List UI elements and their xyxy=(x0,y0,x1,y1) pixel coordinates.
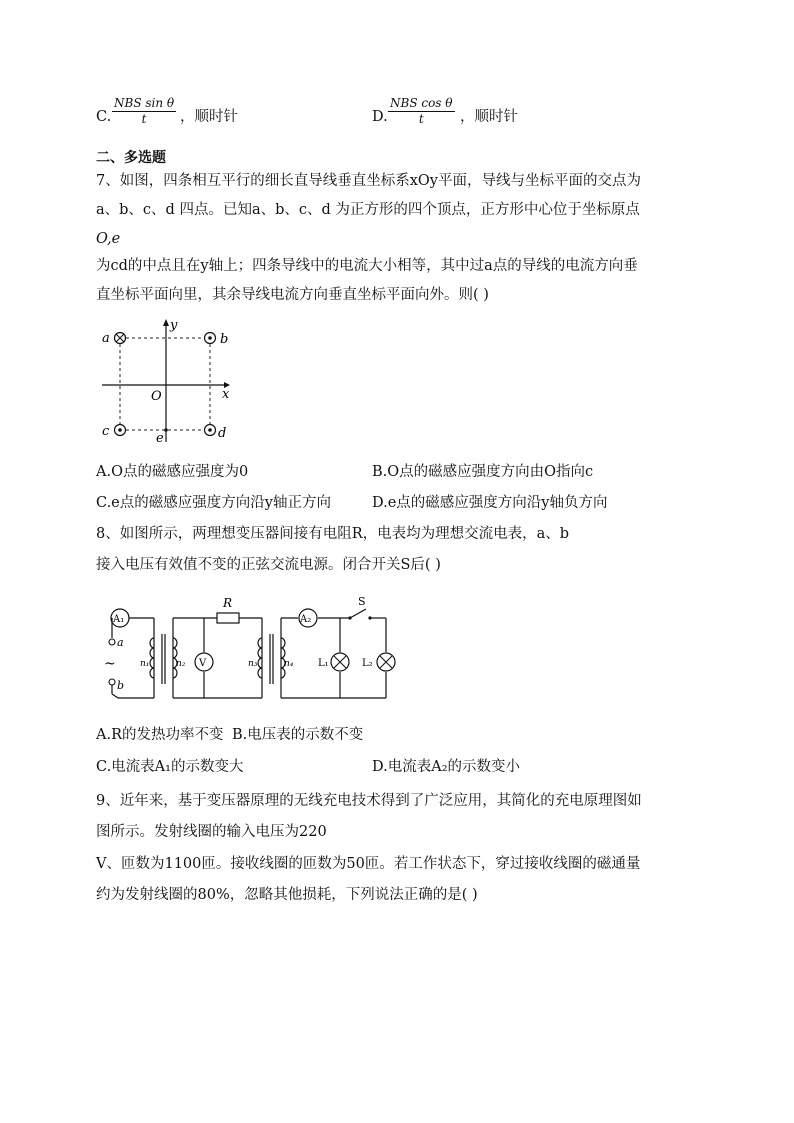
q8-option-b: B.电压表的示数不变 xyxy=(232,727,364,743)
q6-option-d-text: ，顺时针 xyxy=(460,109,518,125)
q9-stem-line3: V、匝数为1100匝。接收线圈的匝数为50匝。若工作状态下，穿过接收线圈的磁通量 xyxy=(96,856,641,872)
label-n4: n₄ xyxy=(284,659,294,669)
q6-option-d-fraction xyxy=(388,96,455,127)
label-r: R xyxy=(223,596,233,610)
y-axis-arrow xyxy=(163,319,169,326)
q6-option-c-fraction xyxy=(112,96,176,127)
label-origin: O xyxy=(151,389,162,404)
q9-stem-line2: 图所示。发射线圈的输入电压为220 xyxy=(96,824,327,840)
label-d: d xyxy=(218,426,227,441)
point-e-dot xyxy=(164,428,168,432)
label-voltmeter: V xyxy=(199,658,207,669)
q8-option-a: A.R的发热功率不变 xyxy=(96,727,224,743)
q7-figure-wire-square xyxy=(96,316,246,448)
q7-stem-line2: a、b、c、d 四点。已知a、b、c、d 为正方形的四个顶点，正方形中心位于坐标原点 xyxy=(96,202,640,218)
resistor-icon xyxy=(217,613,239,623)
q7-stem-line5: 直坐标平面向里，其余导线电流方向垂直坐标平面向外。则( ) xyxy=(96,287,489,303)
lamp-l2-icon xyxy=(377,653,395,671)
label-switch-s: S xyxy=(358,595,366,608)
q6-option-c-label: C. xyxy=(96,109,112,125)
q8-figure-transformer-circuit xyxy=(96,594,396,716)
q8-option-c: C.电流表A₁的示数变大 xyxy=(96,759,244,775)
section-title: 二、多选题 xyxy=(96,150,166,166)
label-y-axis: y xyxy=(170,318,178,333)
label-c: c xyxy=(102,424,110,439)
label-x-axis: x xyxy=(222,387,230,402)
label-terminal-b: b xyxy=(117,679,125,692)
label-b: b xyxy=(220,332,229,347)
q9-stem-line1: 9、近年来，基于变压器原理的无线充电技术得到了广泛应用，其简化的充电原理图如 xyxy=(96,793,642,809)
label-l2: L₂ xyxy=(362,658,373,669)
label-e: e xyxy=(156,431,164,446)
label-a2: A₂ xyxy=(300,614,312,625)
q7-option-b: B.O点的磁感应强度方向由O指向c xyxy=(372,464,594,480)
q7-option-a: A.O点的磁感应强度为0 xyxy=(96,464,249,480)
lamp-l1-icon xyxy=(331,653,349,671)
label-n2: n₂ xyxy=(176,659,186,669)
q7-stem-line1: 7、如图，四条相互平行的细长直导线垂直坐标系xOy平面，导线与坐标平面的交点为 xyxy=(96,173,641,189)
q6-option-d-label: D. xyxy=(372,109,388,125)
label-n3: n₃ xyxy=(248,659,258,669)
q7-stem-line4: 为cd的中点且在y轴上；四条导线中的电流大小相等，其中过a点的导线的电流方向垂 xyxy=(96,258,638,274)
label-n1: n₁ xyxy=(140,659,150,669)
q6-option-c-denominator: t xyxy=(141,112,147,126)
q8-stem-line2: 接入电压有效值不变的正弦交流电源。闭合开关S后( ) xyxy=(96,557,441,573)
q9-stem-line4: 约为发射线圈的80%，忽略其他损耗，下列说法正确的是( ) xyxy=(96,887,478,903)
q8-stem-line1: 8、如图所示，两理想变压器间接有电阻R，电表均为理想交流电表，a、b xyxy=(96,526,570,542)
label-a1: A₁ xyxy=(113,614,125,625)
ac-source-tilde: ~ xyxy=(104,656,116,672)
label-l1: L₁ xyxy=(318,658,329,669)
q6-option-d-denominator: t xyxy=(418,112,424,126)
q6-option-d-numerator: NBS cos θ xyxy=(390,96,453,110)
q6-option-c-text: ，顺时针 xyxy=(180,109,238,125)
terminal-a xyxy=(109,639,115,645)
label-terminal-a: a xyxy=(117,636,124,649)
q7-option-c: C.e点的磁感应强度方向沿y轴正方向 xyxy=(96,495,331,511)
q7-option-d: D.e点的磁感应强度方向沿y轴负方向 xyxy=(372,495,608,511)
terminal-b xyxy=(109,679,115,685)
label-a: a xyxy=(102,331,110,346)
q6-option-c-numerator: NBS sin θ xyxy=(114,96,175,110)
q7-stem-line3: O,e xyxy=(96,231,121,247)
q8-option-d: D.电流表A₂的示数变小 xyxy=(372,759,521,775)
